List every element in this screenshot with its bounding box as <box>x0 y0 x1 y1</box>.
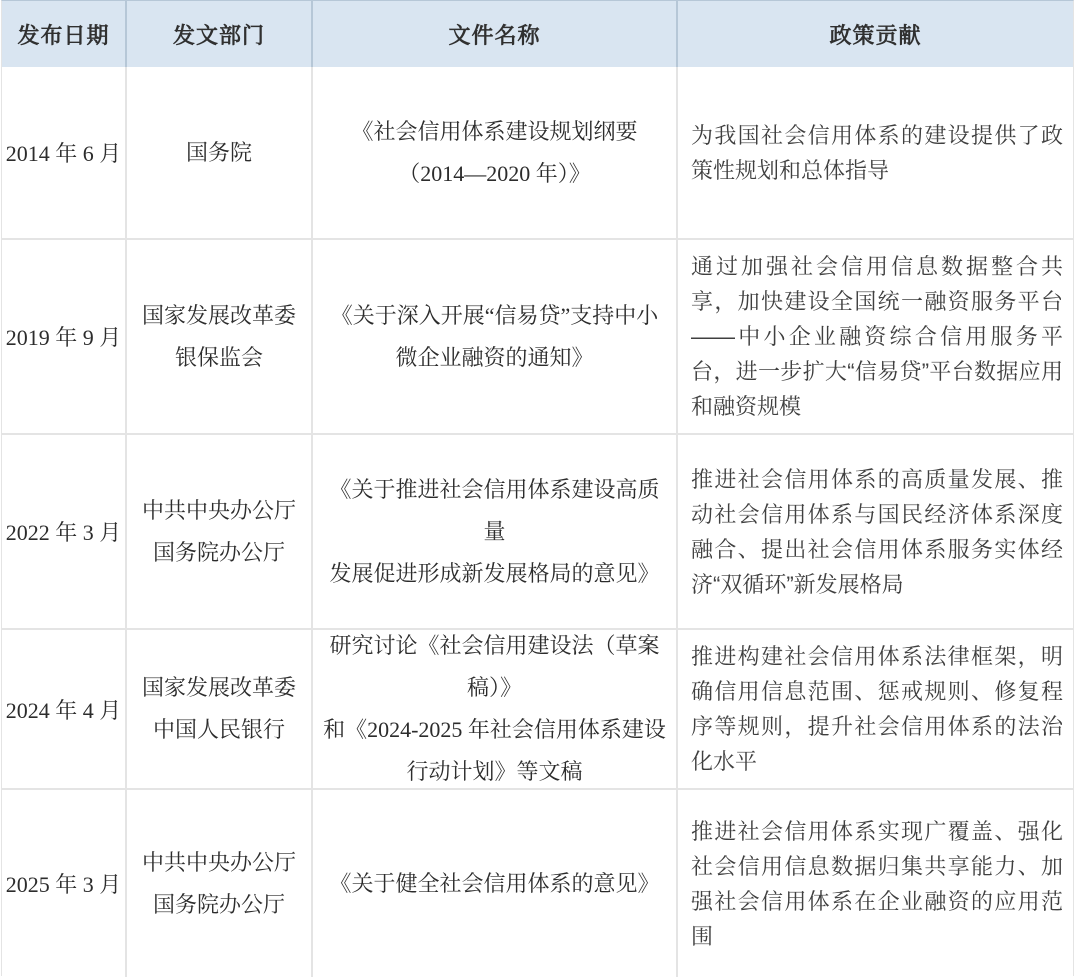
header-policy-contribution: 政策贡献 <box>829 22 922 48</box>
document-name-cell: 研究讨论《社会信用建设法（草案稿）》 和《2024-2025 年社会信用体系建设 行动计划》等文稿 <box>313 630 678 788</box>
policy-contribution-cell: 通过加强社会信用信息数据整合共享，加快建设全国统一融资服务平台——中小企业融资综合信用服务平台，进一步扩大“信易贷”平台数据应用和融资规模 <box>691 254 1063 419</box>
header-release-date: 发布日期 <box>2 1 127 67</box>
policy-contribution-cell: 为我国社会信用体系的建设提供了政策性规划和总体指导 <box>691 122 1063 183</box>
issuing-department-cell: 国务院 <box>127 67 313 238</box>
table-row <box>2 238 1073 433</box>
table-row <box>2 628 1073 788</box>
release-date-cell: 2014 年 6 月 <box>2 67 127 238</box>
document-name-cell: 《社会信用体系建设规划纲要 （2014—2020 年）》 <box>313 67 678 238</box>
table-row <box>2 433 1073 628</box>
release-date-cell: 2019 年 9 月 <box>2 240 127 433</box>
header-document-name: 文件名称 <box>313 1 678 67</box>
policy-table <box>1 0 1074 976</box>
release-date-cell: 2022 年 3 月 <box>2 435 127 628</box>
table-row <box>2 788 1073 977</box>
policy-contribution-cell: 推进构建社会信用体系法律框架，明确信用信息范围、惩戒规则、修复程序等规则，提升社会信用体系的法治化水平 <box>691 644 1063 774</box>
issuing-department-cell: 中共中央办公厅 国务院办公厅 <box>127 790 313 977</box>
issuing-department-cell: 中共中央办公厅 国务院办公厅 <box>127 435 313 628</box>
table-header-row <box>2 1 1073 67</box>
document-name-cell: 《关于推进社会信用体系建设高质量 发展促进形成新发展格局的意见》 <box>313 435 678 628</box>
table-row <box>2 67 1073 238</box>
policy-contribution-cell: 推进社会信用体系的高质量发展、推动社会信用体系与国民经济体系深度融合、提出社会信用体系服务实体经济“双循环”新发展格局 <box>691 466 1063 597</box>
release-date-cell: 2024 年 4 月 <box>2 630 127 788</box>
issuing-department-cell: 国家发展改革委 银保监会 <box>127 240 313 433</box>
table-body <box>2 67 1073 977</box>
issuing-department-cell: 国家发展改革委 中国人民银行 <box>127 630 313 788</box>
document-name-cell: 《关于深入开展“信易贷”支持中小 微企业融资的通知》 <box>313 240 678 433</box>
release-date-cell: 2025 年 3 月 <box>2 790 127 977</box>
header-issuing-department: 发文部门 <box>127 1 313 67</box>
policy-contribution-cell: 推进社会信用体系实现广覆盖、强化社会信用信息数据归集共享能力、加强社会信用体系在企业融资的应用范围 <box>691 818 1063 949</box>
document-name-cell: 《关于健全社会信用体系的意见》 <box>313 790 678 977</box>
